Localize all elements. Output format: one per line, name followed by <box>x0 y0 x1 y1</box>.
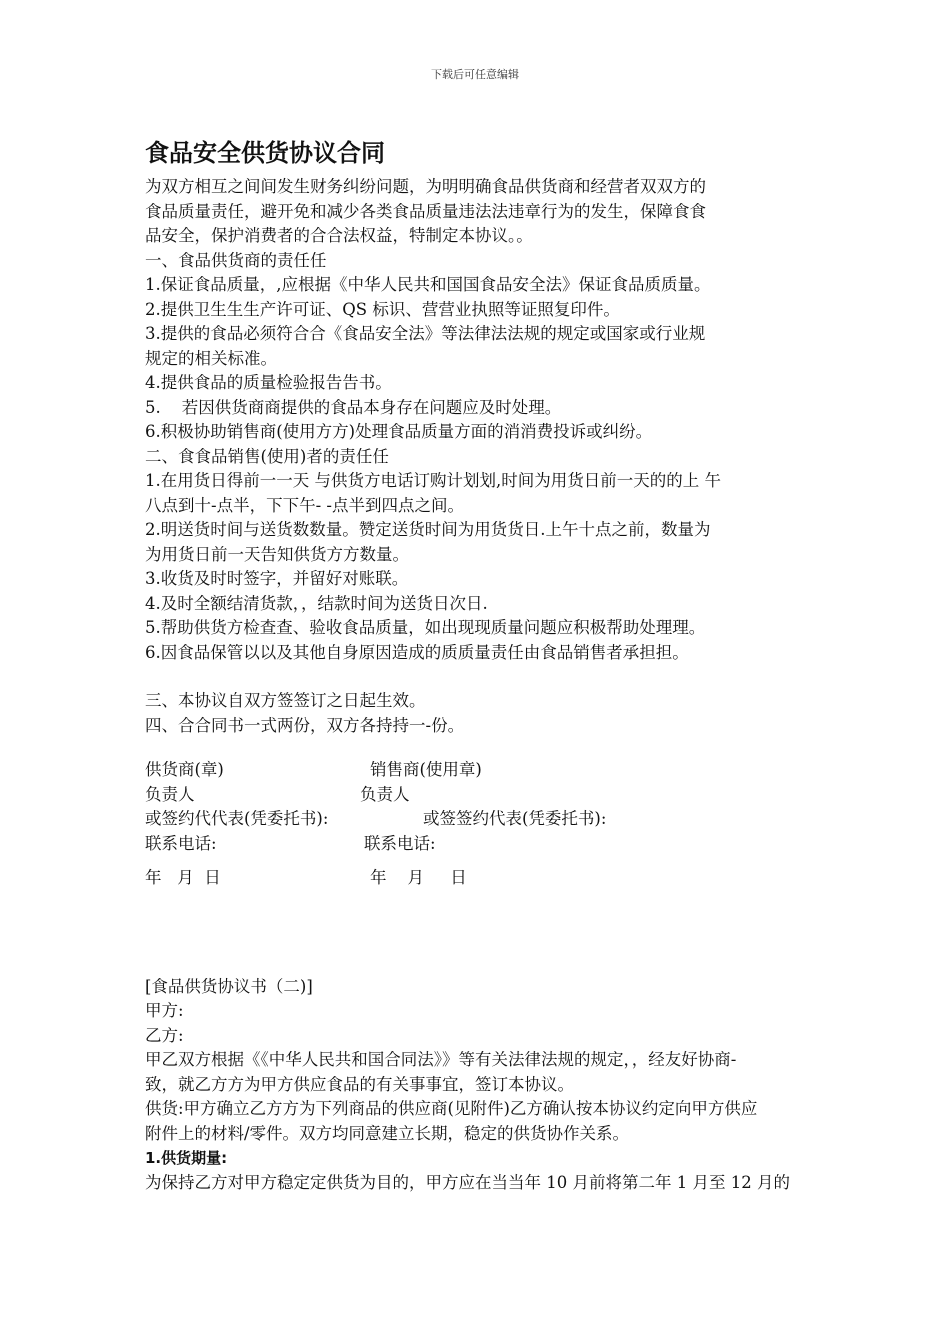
intro-line: 为双方相互之间间发生财务纠纷问题，为明明确食品供货商和经营者双双方的 <box>145 177 706 196</box>
signature-row <box>145 832 813 857</box>
section-heading: 一、食品供货商的责任任 <box>145 250 327 270</box>
section-heading: 二、食食品销售(使用)者的责任任 <box>145 446 389 466</box>
signature-row <box>145 783 813 808</box>
intro-line: 食品质量责任，避开免和减少各类食品质量违法法违章行为的发生，保障食食 <box>145 201 706 221</box>
clause-line: 3.提供的食品必须符合合《食品安全法》等法律法法规的规定或国家或行业规 <box>145 324 706 343</box>
clause-line: 2.提供卫生生生产许可证、QS 标识、营营业执照等证照复印件。 <box>145 299 620 319</box>
clause-line: 规定的相关标准。 <box>145 348 277 368</box>
clause-line: 3.收货及时时签字，并留好对账联。 <box>145 569 409 588</box>
clause-line: 1.保证食品质量，,应根据《中华人民共和国国食品安全法》保证食品质质量。 <box>145 275 711 294</box>
clause-line: 6.积极协助销售商(使用方方)处理食品质量方面的消消费投诉或纠纷。 <box>145 422 653 441</box>
signature-left: 供货商(章) <box>145 760 224 779</box>
signature-date-row <box>145 866 813 891</box>
part2-heading: [食品供货协议书（二)] <box>145 976 313 996</box>
paragraph-line: 为保持乙方对甲方稳定定供货为目的，甲方应在当当年 10 月前将第二年 1 月至 12 月的 <box>145 1172 790 1192</box>
signature-left: 负责人 <box>145 784 195 804</box>
paragraph-line: 致，就乙方方为甲方供应食品的有关事事宜，签订本协议。 <box>145 1074 574 1094</box>
signature-row <box>145 758 813 783</box>
date-right: 年 月 日 <box>370 868 467 887</box>
paragraph-line: 供货:甲方确立乙方方为下列商品的供应商(见附件)乙方确认按本协议约定向甲方供应 <box>145 1099 758 1118</box>
section-heading: 四、合合同书一式两份，双方各持持一-份。 <box>145 715 465 735</box>
bold-subheading: 1.供货期量: <box>145 1149 228 1167</box>
clause-line: 6.因食品保管以以及其他自身原因造成的质质量责任由食品销售者承担担。 <box>145 642 689 662</box>
date-left: 年 月 日 <box>145 868 221 887</box>
clause-line: 5.帮助供货方检查查、验收食品质量，如出现现质量问题应积极帮助处理理。 <box>145 618 706 637</box>
paragraph-line: 甲乙双方根据《《中华人民共和国合同法》》等有关法律法规的规定，，经友好协商- <box>145 1050 737 1069</box>
clause-line: 为用货日前一天告知供货方方数量。 <box>145 544 409 564</box>
signature-right: 销售商(使用章) <box>370 760 482 779</box>
signature-left: 联系电话: <box>145 833 217 853</box>
clause-line: 2.明送货时间与送货数数量。赞定送货时间为用货货日.上午十点之前，数量为 <box>145 520 711 539</box>
clause-line: 1.在用货日得前一一天 与供货方电话订购计划划,时间为用货日前一天的的上 午 <box>145 471 721 490</box>
paragraph-line: 附件上的材料/零件。双方均同意建立长期，稳定的供货协作关系。 <box>145 1123 630 1143</box>
signature-left: 或签约代代表(凭委托书): <box>145 809 329 828</box>
clause-line: 4.及时全额结清货款，，结款时间为送货日次日. <box>145 593 488 613</box>
clause-line: 5. 若因供货商商提供的食品本身存在问题应及时处理。 <box>145 397 562 417</box>
party-a: 甲方: <box>145 1001 184 1020</box>
signature-right: 负责人 <box>360 784 410 804</box>
signature-row <box>145 807 813 832</box>
document-body <box>145 175 813 1195</box>
clause-line: 4.提供食品的质量检验报告告书。 <box>145 373 392 392</box>
clause-line: 八点到十-点半，下下午- -点半到四点之间。 <box>145 495 464 515</box>
page-header: 下载后可任意编辑 <box>431 68 519 81</box>
intro-line: 品安全，保护消费者的合合法权益，特制定本协议。。 <box>145 226 533 245</box>
signature-right: 联系电话: <box>364 833 436 853</box>
signature-right: 或签签约代表(凭委托书): <box>423 809 607 828</box>
section-heading: 三、本协议自双方签签订之日起生效。 <box>145 691 426 710</box>
party-b: 乙方: <box>145 1025 184 1045</box>
document-title: 食品安全供货协议合同 <box>145 139 385 167</box>
